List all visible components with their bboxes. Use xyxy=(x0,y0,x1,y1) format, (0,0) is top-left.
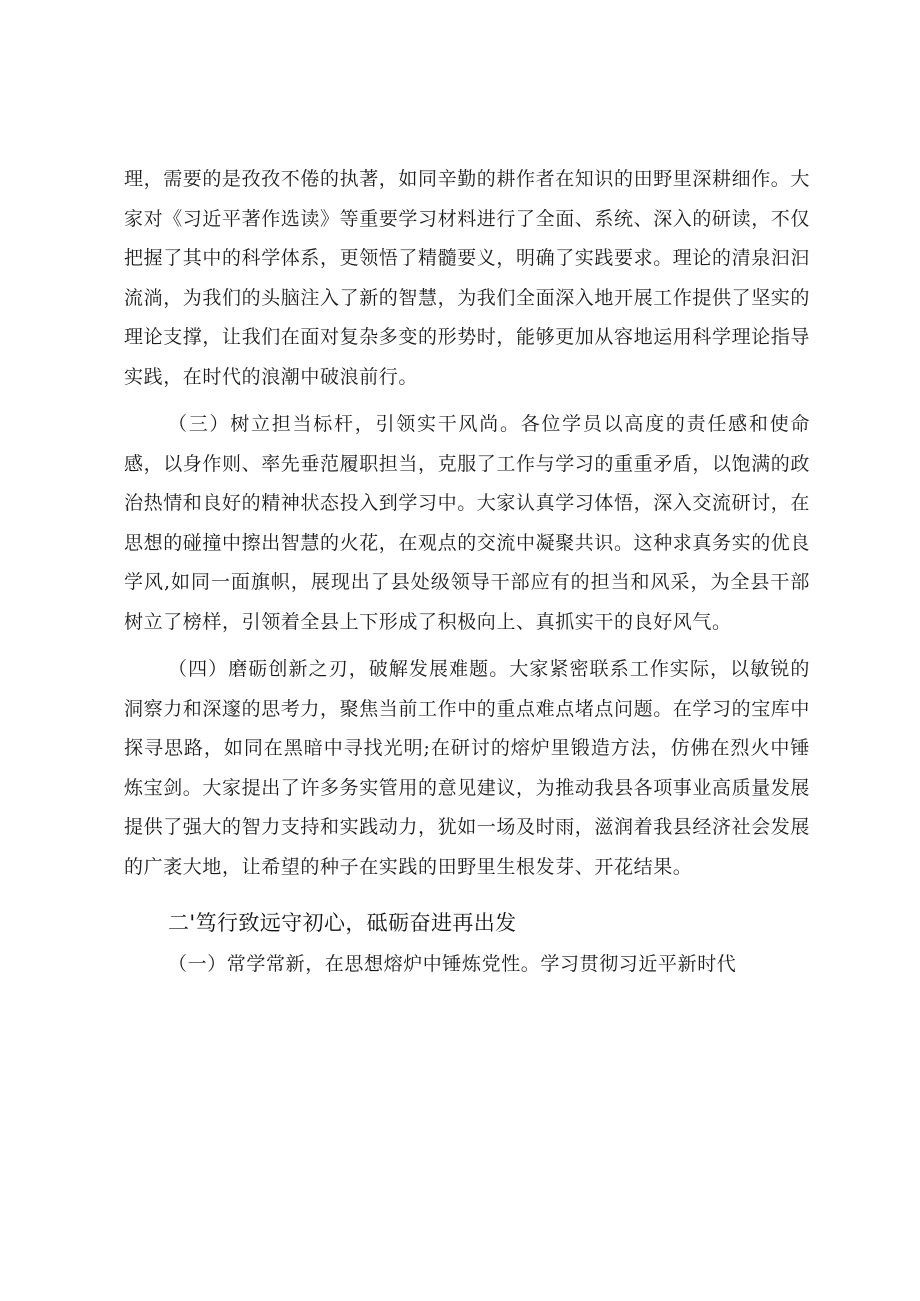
document-body xyxy=(124,160,810,985)
paragraph-subsection-one: （一）常学常新，在思想熔炉中锤炼党性。学习贯彻习近平新时代 xyxy=(168,953,737,975)
section-heading-two: 二'笃行致远守初心，砥砺奋进再出发 xyxy=(168,911,517,935)
paragraph-section-three: （三）树立担当标杆，引领实干风尚。各位学员以高度的责任感和使命感，以身作则、率先垂范履职担当，克服了工作与学习的重重矛盾，以饱满的政治热情和良好的精神状态投入到学习中。大家认真学习体悟，深入交流研讨，在思想的碰撞中擦出智慧的火花，在观点的交流中凝聚共识。这种求真务实的优良学风,如同一面旗帜，展现出了县处级领导干部应有的担当和风采，为全县干部树立了榜样，引领着全县上下形成了积极向上、真抓实干的良好风气。 xyxy=(124,413,811,633)
paragraph-theory-study: 理，需要的是孜孜不倦的执著，如同辛勤的耕作者在知识的田野里深耕细作。大家对《习近平著作选读》等重要学习材料进行了全面、系统、深入的研读，不仅把握了其中的科学体系，更领悟了精髓要义，明确了实践要求。理论的清泉汩汩流淌，为我们的头脑注入了新的智慧，为我们全面深入地开展工作提供了坚实的理论支撑，让我们在面对复杂多变的形势时，能够更加从容地运用科学理论指导实践，在时代的浪潮中破浪前行。 xyxy=(124,168,811,388)
paragraph-section-four: （四）磨砺创新之刃，破解发展难题。大家紧密联系工作实际，以敏锐的洞察力和深邃的思考力，聚焦当前工作中的重点难点堵点问题。在学习的宝库中探寻思路，如同在黑暗中寻找光明;在研讨的熔炉里锻造方法，仿佛在烈火中锤炼宝剑。大家提出了许多务实管用的意见建议，为推动我县各项事业高质量发展提供了强大的智力支持和实践动力，犹如一场及时雨，滋润着我县经济社会发展的广袤大地，让希望的种子在实践的田野里生根发芽、开花结果。 xyxy=(124,658,811,878)
